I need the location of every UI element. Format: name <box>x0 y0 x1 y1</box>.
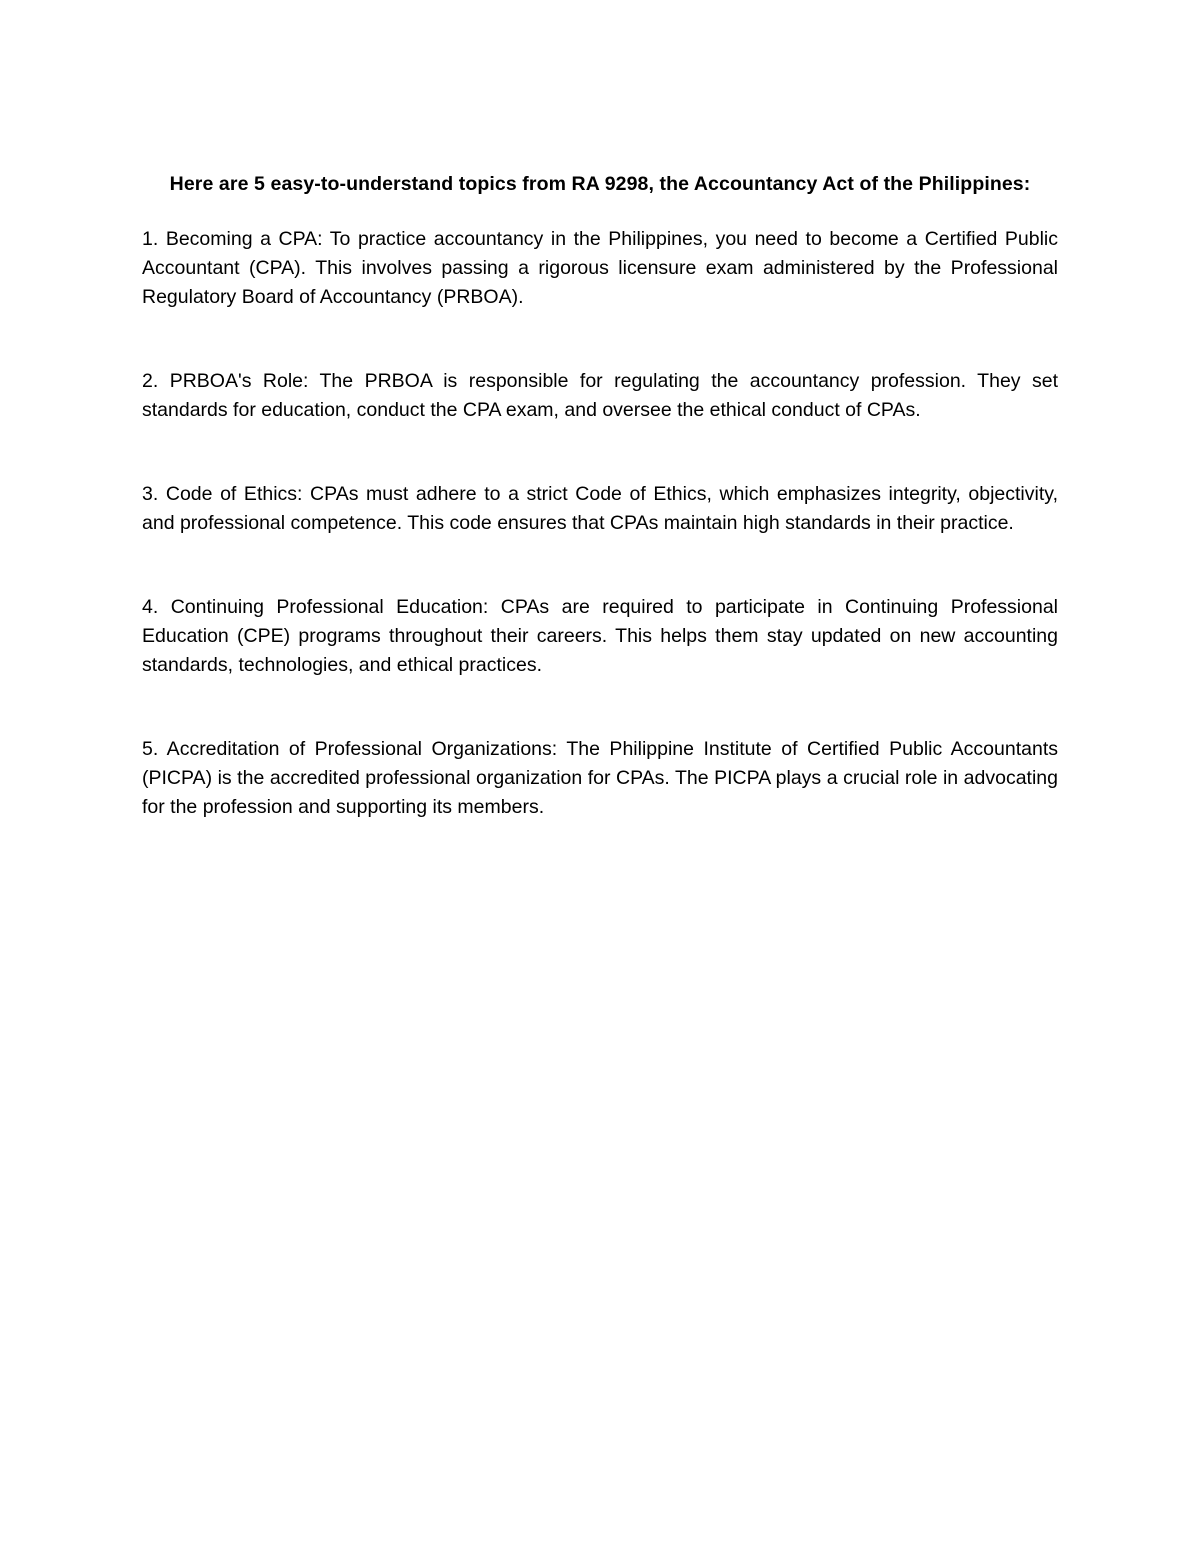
document-body <box>142 170 1058 822</box>
topic-paragraph-3: 3. Code of Ethics: CPAs must adhere to a strict Code of Ethics, which emphasizes integrity, objectivity, and professional competence. This code ensures that CPAs maintain high standards in their practice. <box>142 483 1058 534</box>
document-title: Here are 5 easy-to-understand topics from RA 9298, the Accountancy Act of the Philippines: <box>169 173 1031 195</box>
topic-paragraph-4: 4. Continuing Professional Education: CPAs are required to participate in Continuing Professional Education (CPE) programs throughout their careers. This helps them stay updated on new accounting standards, technologies, and ethical practices. <box>142 596 1058 676</box>
topic-paragraph-1: 1. Becoming a CPA: To practice accountancy in the Philippines, you need to become a Certified Public Accountant (CPA). This involves passing a rigorous licensure exam administered by the Professional Regulatory Board of Accountancy (PRBOA). <box>142 228 1058 308</box>
topic-paragraph-5: 5. Accreditation of Professional Organizations: The Philippine Institute of Certified Public Accountants (PICPA) is the accredited professional organization for CPAs. The PICPA plays a crucial role in advocating for the profession and supporting its members. <box>142 738 1058 818</box>
topic-paragraph-2: 2. PRBOA's Role: The PRBOA is responsible for regulating the accountancy profession. They set standards for education, conduct the CPA exam, and oversee the ethical conduct of CPAs. <box>142 370 1058 421</box>
